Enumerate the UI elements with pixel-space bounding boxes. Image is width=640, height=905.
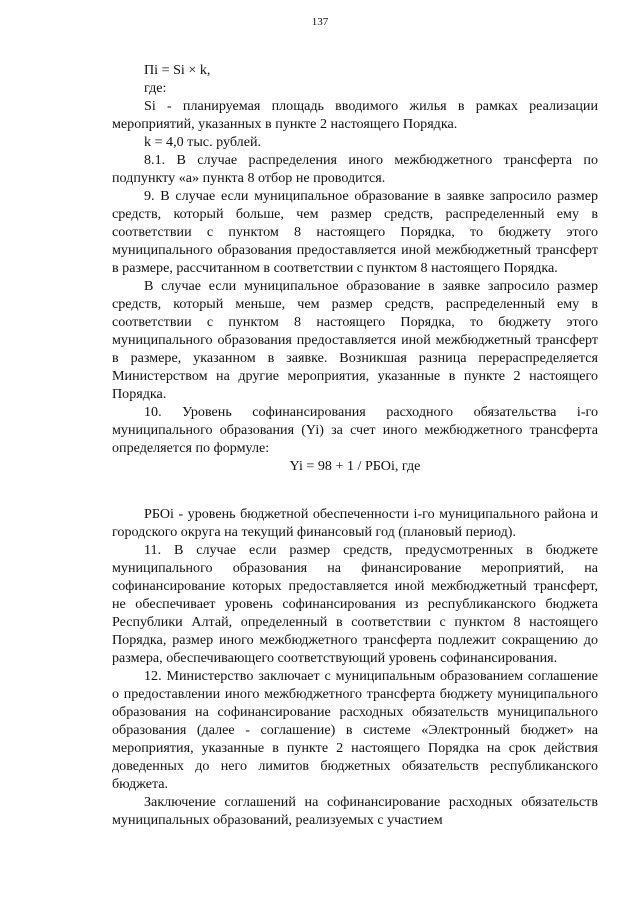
paragraph-11: 11. В случае если размер средств, предусмотренных в бюджете муниципального образования на финансирование мероприятий, на софинансирование которых предоставляется иной межбюджетный трансферт, не обеспечивает уровень софинансирования из республиканского бюджета Республики Алтай, определенный в соответствии с пунктом 8 настоящего Порядка, размер иного межбюджетного трансферта подлежит сокращению до размера, обеспечивающего соответствующий уровень софинансирования. — [112, 542, 598, 666]
page-number: 137 — [311, 16, 329, 28]
formula-pi: Пi = Si × k, — [144, 62, 211, 78]
paragraph-9: 9. В случае если муниципальное образование в заявке запросило размер средств, который больше, чем размер средств, распределенный ему в соответствии с пунктом 8 настоящего Порядка, то бюджету этого муниципального образования предоставляется иной межбюджетный трансферт в размере, рассчитанном в соответствии с пунктом 8 настоящего Порядка. — [112, 188, 598, 276]
paragraph-12: 12. Министерство заключает с муниципальным образованием соглашение о предоставлении иного межбюджетного трансферта бюджету муниципального образования на софинансирование расходных обязательств муниципального образования (далее - соглашение) в системе «Электронный бюджет» на мероприятия, указанные в пункте 2 настоящего Порядка на срок действия доведенных до него лимитов бюджетных обязательств республиканского бюджета. — [112, 668, 598, 792]
paragraph-k-value: k = 4,0 тыс. рублей. — [144, 134, 262, 150]
formula-where-label: где: — [144, 80, 167, 96]
paragraph-si-definition: Si - планируемая площадь вводимого жилья в рамках реализации мероприятий, указанных в пункте 2 настоящего Порядка. — [112, 98, 598, 132]
document-body — [112, 61, 598, 829]
paragraph-8-1: 8.1. В случае распределения иного межбюджетного трансферта по подпункту «а» пункта 8 отбор не проводится. — [112, 152, 598, 186]
paragraph-9-continued: В случае если муниципальное образование в заявке запросило размер средств, который меньше, чем размер средств, распределенный ему в соответствии с пунктом 8 настоящего Порядка, то бюджету этого муниципального образования предоставляется иной межбюджетный трансферт в размере, указанном в заявке. Возникшая разница перераспределяется Министерством на другие мероприятия, указанные в пункте 2 настоящего Порядка. — [112, 278, 598, 402]
paragraph-rboi-definition: РБОi - уровень бюджетной обеспеченности i-го муниципального района и городского округа на текущий финансовый год (плановый период). — [112, 506, 598, 540]
paragraph-10: 10. Уровень софинансирования расходного обязательства i-го муниципального образования (Yi) за счет иного межбюджетного трансферта определяется по формуле: — [112, 404, 598, 456]
paragraph-agreements: Заключение соглашений на софинансирование расходных обязательств муниципальных образований, реализуемых с участием — [112, 794, 598, 828]
formula-yi: Yi = 98 + 1 / РБОi, где — [289, 458, 421, 474]
